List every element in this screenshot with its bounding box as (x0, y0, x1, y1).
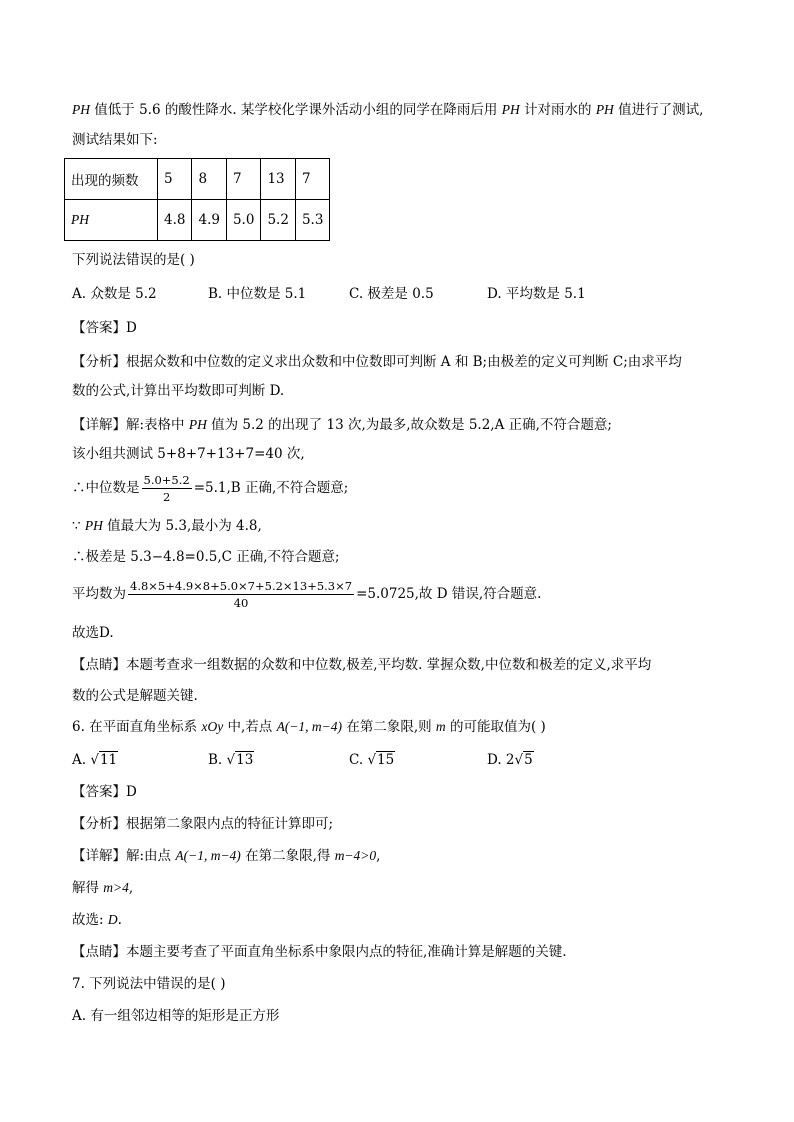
q5-detail-2: 该小组共测试 5+8+7+13+7=40 次, (72, 446, 305, 462)
q5-analysis-1: 【分析】根据众数和中位数的定义求出众数和中位数即可判断 A 和 B;由极差的定义可判断 C;由求平均 (72, 354, 682, 370)
q5-option-a: A. 众数是 5.2 (72, 286, 157, 302)
q6-answer: 【答案】D (72, 784, 137, 800)
q5-detail-1: 【详解】解:表格中 PH 值为 5.2 的出现了 13 次,为最多,故众数是 5.2,A 正确,不符合题意; (72, 417, 612, 433)
q5-stem: 下列说法错误的是( ) (72, 252, 195, 268)
q5-comment-1: 【点睛】本题考查求一组数据的众数和中位数,极差,平均数. 掌握众数,中位数和极差的定义,求平均 (72, 657, 652, 673)
sqrt-symbol: √11 (90, 752, 118, 768)
intro-line-1: PH 值低于 5.6 的酸性降水. 某学校化学课外活动小组的同学在降雨后用 PH 计对雨水的 PH 值进行了测试, (72, 102, 704, 118)
median-fraction: $\frac{5.0+5.2}{2}$ (143, 473, 190, 504)
table-cell: 8 (192, 159, 226, 200)
table-cell: 5.2 (261, 200, 295, 241)
sqrt-symbol: √15 (367, 752, 395, 768)
table-cell: 5.0 (226, 200, 260, 241)
table-cell: 5 (158, 159, 192, 200)
q5-option-c: C. 极差是 0.5 (349, 286, 434, 302)
frequency-table (64, 158, 330, 241)
q6-detail-1: 【详解】解:由点 A(−1, m−4) 在第二象限,得 m−4>0, (72, 848, 381, 864)
q5-answer: 【答案】D (72, 320, 137, 336)
q5-option-d: D. 平均数是 5.1 (487, 286, 586, 302)
ph-term: PH (188, 417, 207, 432)
table-cell: 13 (261, 159, 295, 200)
ph-term: PH (501, 102, 520, 117)
ph-term: PH (595, 102, 614, 117)
q5-detail-6: 平均数为 $\frac{4.8\times 5+4.9\times 8+5.0\times 7+5.2\times 13+5.3\times 7}{40}$ =5.0725,故 D 错误,符合题意. (72, 579, 542, 610)
q6-option-b: B. √13 (208, 752, 254, 768)
q5-detail-5: ∴极差是 5.3−4.8=0.5,C 正确,不符合题意; (72, 549, 340, 565)
q6-detail-3: 故选: D. (72, 912, 122, 928)
q5-detail-7: 故选D. (72, 625, 114, 641)
q6-stem: 6. 在平面直角坐标系 xOy 中,若点 A(−1, m−4) 在第二象限,则 m 的可能取值为( ) (72, 719, 546, 735)
intro-line-2: 测试结果如下: (72, 132, 158, 148)
q6-option-c: C. √15 (349, 752, 395, 768)
sqrt-symbol: √13 (226, 752, 254, 768)
table-cell: 4.9 (192, 200, 226, 241)
q6-analysis: 【分析】根据第二象限内点的特征计算即可; (72, 816, 334, 832)
q5-detail-3: ∴中位数是 $\frac{5.0+5.2}{2}$ =5.1,B 正确,不符合题意; (72, 473, 349, 504)
q6-detail-2: 解得 m>4, (72, 880, 134, 896)
table-cell: 4.8 (158, 200, 192, 241)
mean-fraction: $\frac{4.8\times 5+4.9\times 8+5.0\times 7+5.2\times 13+5.3\times 7}{40}$ (130, 579, 353, 610)
table-cell: 5.3 (295, 200, 329, 241)
table-row (65, 200, 330, 241)
q7-stem: 7. 下列说法中错误的是( ) (72, 976, 226, 992)
table-cell: 7 (295, 159, 329, 200)
ph-term: PH (84, 518, 103, 533)
q6-comment: 【点睛】本题主要考查了平面直角坐标系中象限内点的特征,准确计算是解题的关键. (72, 944, 567, 960)
q7-option-a: A. 有一组邻边相等的矩形是正方形 (72, 1008, 280, 1024)
q5-option-b: B. 中位数是 5.1 (208, 286, 307, 302)
sqrt-symbol: √5 (514, 752, 533, 768)
q6-option-a: A. √11 (72, 752, 118, 768)
table-row-label: PH (65, 200, 158, 241)
q6-option-d: D. 2√5 (487, 752, 533, 768)
q5-analysis-2: 数的公式,计算出平均数即可判断 D. (72, 383, 285, 399)
table-row-label: 出现的频数 (65, 159, 158, 200)
q5-detail-4: ∵ PH 值最大为 5.3,最小为 4.8, (72, 518, 262, 534)
table-row (65, 159, 330, 200)
q5-comment-2: 数的公式是解题关键. (72, 688, 198, 704)
table-cell: 7 (226, 159, 260, 200)
ph-term: PH (72, 102, 90, 117)
